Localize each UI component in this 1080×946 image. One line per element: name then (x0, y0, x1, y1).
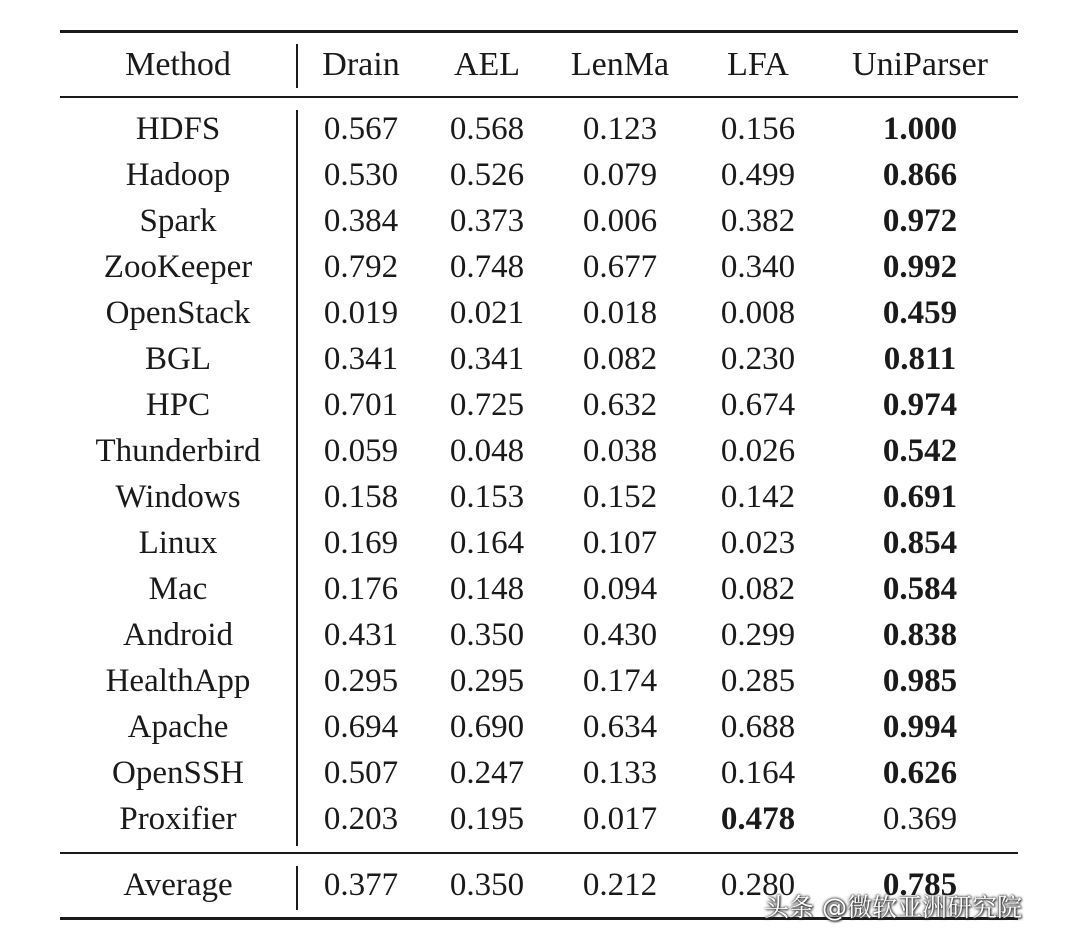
value-cell-lenma: 0.634 (582, 709, 658, 745)
row-method-label: Android (123, 617, 233, 653)
value-cell-uniparser: 0.866 (882, 157, 958, 193)
value-cell-lenma: 0.079 (582, 157, 658, 193)
value-cell-ael: 0.247 (449, 755, 525, 791)
value-cell-lfa: 0.299 (720, 617, 796, 653)
average-column-divider (296, 866, 298, 910)
row-method-label: HPC (145, 387, 211, 423)
value-cell-drain: 0.377 (323, 867, 399, 903)
value-cell-drain: 0.507 (323, 755, 399, 791)
value-cell-ael: 0.164 (449, 525, 525, 561)
value-cell-lenma: 0.677 (582, 249, 658, 285)
value-cell-ael: 0.195 (449, 801, 525, 837)
value-cell-lfa: 0.478 (720, 801, 796, 837)
value-cell-drain: 0.792 (323, 249, 399, 285)
value-cell-lenma: 0.018 (582, 295, 658, 331)
value-cell-drain: 0.059 (323, 433, 399, 469)
value-cell-lenma: 0.006 (582, 203, 658, 239)
value-cell-uniparser: 0.838 (882, 617, 958, 653)
value-cell-uniparser: 0.584 (882, 571, 958, 607)
value-cell-uniparser: 0.992 (882, 249, 958, 285)
row-method-label: Mac (148, 571, 208, 607)
value-cell-lfa: 0.164 (720, 755, 796, 791)
row-method-label: Thunderbird (95, 433, 261, 469)
watermark: 头条 @微软亚洲研究院 (764, 893, 1022, 922)
column-header-ael: AEL (453, 46, 521, 83)
value-cell-drain: 0.530 (323, 157, 399, 193)
value-cell-ael: 0.153 (449, 479, 525, 515)
value-cell-uniparser: 0.369 (882, 801, 958, 837)
column-header-lenma: LenMa (570, 46, 670, 83)
value-cell-uniparser: 0.626 (882, 755, 958, 791)
value-cell-ael: 0.526 (449, 157, 525, 193)
value-cell-lfa: 0.499 (720, 157, 796, 193)
row-method-label: BGL (145, 341, 211, 377)
average-rule (60, 852, 1018, 854)
value-cell-uniparser: 0.811 (883, 341, 957, 377)
value-cell-lenma: 0.133 (582, 755, 658, 791)
value-cell-lfa: 0.008 (720, 295, 796, 331)
value-cell-uniparser: 0.854 (882, 525, 958, 561)
value-cell-lenma: 0.038 (582, 433, 658, 469)
value-cell-drain: 0.694 (323, 709, 399, 745)
value-cell-lfa: 0.340 (720, 249, 796, 285)
value-cell-drain: 0.567 (323, 111, 399, 147)
value-cell-uniparser: 0.974 (882, 387, 958, 423)
row-method-label: OpenSSH (111, 755, 245, 791)
value-cell-ael: 0.350 (449, 867, 525, 903)
value-cell-uniparser: 0.542 (882, 433, 958, 469)
value-cell-lfa: 0.230 (720, 341, 796, 377)
value-cell-lenma: 0.212 (582, 867, 658, 903)
value-cell-ael: 0.690 (449, 709, 525, 745)
row-method-label: Windows (115, 479, 241, 515)
value-cell-ael: 0.295 (449, 663, 525, 699)
value-cell-lenma: 0.017 (582, 801, 658, 837)
value-cell-drain: 0.176 (323, 571, 399, 607)
value-cell-drain: 0.019 (323, 295, 399, 331)
value-cell-drain: 0.295 (323, 663, 399, 699)
value-cell-lfa: 0.674 (720, 387, 796, 423)
value-cell-lfa: 0.023 (720, 525, 796, 561)
value-cell-lenma: 0.107 (582, 525, 658, 561)
row-method-label: Apache (127, 709, 229, 745)
value-cell-ael: 0.568 (449, 111, 525, 147)
row-method-label: Average (123, 867, 233, 903)
value-cell-ael: 0.748 (449, 249, 525, 285)
value-cell-lenma: 0.082 (582, 341, 658, 377)
value-cell-drain: 0.341 (323, 341, 399, 377)
row-method-label: HDFS (135, 111, 221, 147)
value-cell-drain: 0.431 (323, 617, 399, 653)
value-cell-drain: 0.169 (323, 525, 399, 561)
header-rule (60, 96, 1018, 98)
value-cell-ael: 0.341 (449, 341, 525, 377)
value-cell-lenma: 0.174 (582, 663, 658, 699)
value-cell-uniparser: 0.985 (882, 663, 958, 699)
value-cell-ael: 0.021 (449, 295, 525, 331)
value-cell-uniparser: 0.691 (882, 479, 958, 515)
row-method-label: OpenStack (105, 295, 251, 331)
value-cell-lfa: 0.382 (720, 203, 796, 239)
value-cell-ael: 0.725 (449, 387, 525, 423)
row-method-label: ZooKeeper (103, 249, 253, 285)
column-header-lfa: LFA (727, 46, 789, 83)
column-header-method: Method (125, 46, 231, 83)
results-table (60, 30, 1018, 920)
value-cell-lfa: 0.082 (720, 571, 796, 607)
value-cell-ael: 0.350 (449, 617, 525, 653)
value-cell-lenma: 0.152 (582, 479, 658, 515)
value-cell-drain: 0.203 (323, 801, 399, 837)
body-column-divider (296, 110, 298, 846)
value-cell-lfa: 0.142 (720, 479, 796, 515)
value-cell-ael: 0.048 (449, 433, 525, 469)
value-cell-uniparser: 0.785 (882, 867, 958, 903)
row-method-label: Hadoop (125, 157, 231, 193)
value-cell-uniparser: 1.000 (882, 111, 958, 147)
value-cell-drain: 0.384 (323, 203, 399, 239)
row-method-label: HealthApp (105, 663, 251, 699)
value-cell-uniparser: 0.994 (882, 709, 958, 745)
value-cell-lfa: 0.156 (720, 111, 796, 147)
value-cell-lenma: 0.094 (582, 571, 658, 607)
value-cell-lenma: 0.123 (582, 111, 658, 147)
value-cell-uniparser: 0.459 (882, 295, 958, 331)
value-cell-lenma: 0.430 (582, 617, 658, 653)
value-cell-lfa: 0.688 (720, 709, 796, 745)
value-cell-drain: 0.158 (323, 479, 399, 515)
row-method-label: Linux (138, 525, 218, 561)
value-cell-ael: 0.373 (449, 203, 525, 239)
value-cell-lenma: 0.632 (582, 387, 658, 423)
column-header-uniparser: UniParser (852, 46, 988, 83)
value-cell-lfa: 0.280 (720, 867, 796, 903)
value-cell-uniparser: 0.972 (882, 203, 958, 239)
value-cell-lfa: 0.026 (720, 433, 796, 469)
value-cell-ael: 0.148 (449, 571, 525, 607)
row-method-label: Proxifier (119, 801, 237, 837)
header-column-divider (296, 44, 298, 88)
value-cell-lfa: 0.285 (720, 663, 796, 699)
column-header-drain: Drain (322, 46, 400, 83)
row-method-label: Spark (139, 203, 217, 239)
value-cell-drain: 0.701 (323, 387, 399, 423)
top-rule (60, 30, 1018, 33)
